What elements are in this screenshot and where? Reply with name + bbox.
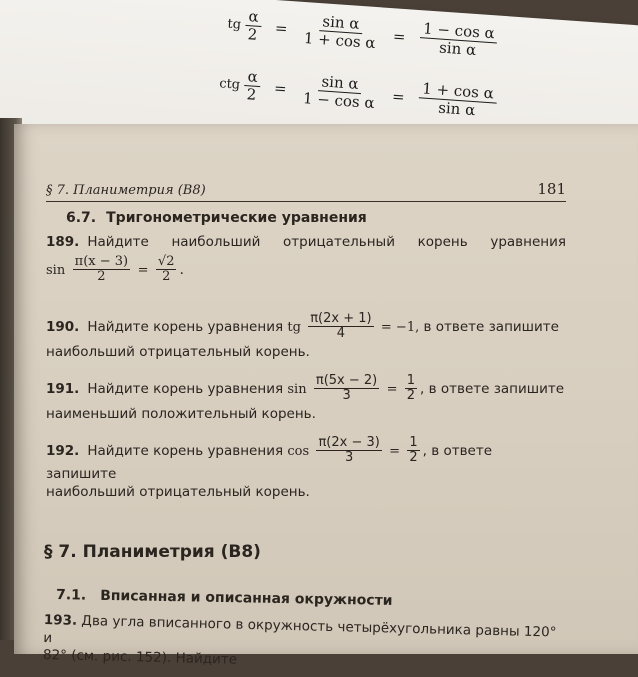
running-head: [46, 180, 566, 202]
section-heading: § 7. Планиметрия (B8): [44, 542, 261, 562]
book-page: [14, 124, 638, 668]
problem-191: 191. Найдите корень уравнения sin $\frac{\pi(5x - 2)}{3}$ = $\frac{1}{2}$ , в ответе запишите наименьший положительный корень.: [46, 373, 565, 422]
page-number: 181: [537, 180, 566, 198]
problem-189: 189. Найдите наибольший отрицательный корень уравнения sin $\frac{\pi(x - 3)}{2}$ = $\frac{√2}{2}$ .: [46, 234, 566, 285]
problem-193: 193. Два угла вписанного в окружность четырёхугольника равны 120° и 82° (см. рис. 152). Найдите: [42, 612, 557, 668]
subsection-heading: 6.7. Тригонометрические уравнения: [66, 210, 367, 226]
half-angle-fraction: $\frac{\alpha}{2}$: [243, 68, 262, 105]
half-angle-fraction: $\frac{\alpha}{2}$: [244, 8, 263, 45]
subsection-heading-7-1: 7.1. Вписанная и описанная окружности: [55, 587, 393, 609]
func-label: tg: [226, 16, 242, 33]
formula-ctg-half: ctg $\frac{\alpha}{2}$ = $\frac{\text{sin α}}{\text{1 − cos α}}$ = $\frac{\text{1 + cos α}}{\text{sin α}}$: [218, 66, 501, 121]
equation-189: sin $\frac{\pi(x - 3)}{2}$ = $\frac{√2}{2}$ .: [46, 253, 184, 285]
fraction-1: $\frac{\text{sin α}}{\text{1 + cos α}}$: [303, 12, 377, 53]
fraction-1: $\frac{\text{sin α}}{\text{1 − cos α}}$: [302, 72, 376, 113]
running-head-section: § 7. Планиметрия (B8): [46, 183, 206, 198]
problem-192: 192. Найдите корень уравнения cos $\frac{\pi(2x - 3)}{3}$ = $\frac{1}{2}$ , в ответе запишите наибольший отрицательный корень.: [46, 435, 493, 501]
fraction-2: $\frac{\text{1 − cos α}}{\text{sin α}}$: [418, 20, 498, 61]
func-label: ctg: [218, 76, 241, 93]
problem-190: 190. Найдите корень уравнения tg $\frac{\pi(2x + 1)}{4}$ = −1, в ответе запишите наибольший отрицательный корень.: [46, 311, 559, 360]
formula-tg-half: tg $\frac{\alpha}{2}$ = $\frac{\text{sin α}}{\text{1 + cos α}}$ = $\frac{\text{1 − cos α}}{\text{sin α}}$: [226, 7, 502, 62]
fraction-2: $\frac{\text{1 + cos α}}{\text{sin α}}$: [417, 80, 497, 121]
